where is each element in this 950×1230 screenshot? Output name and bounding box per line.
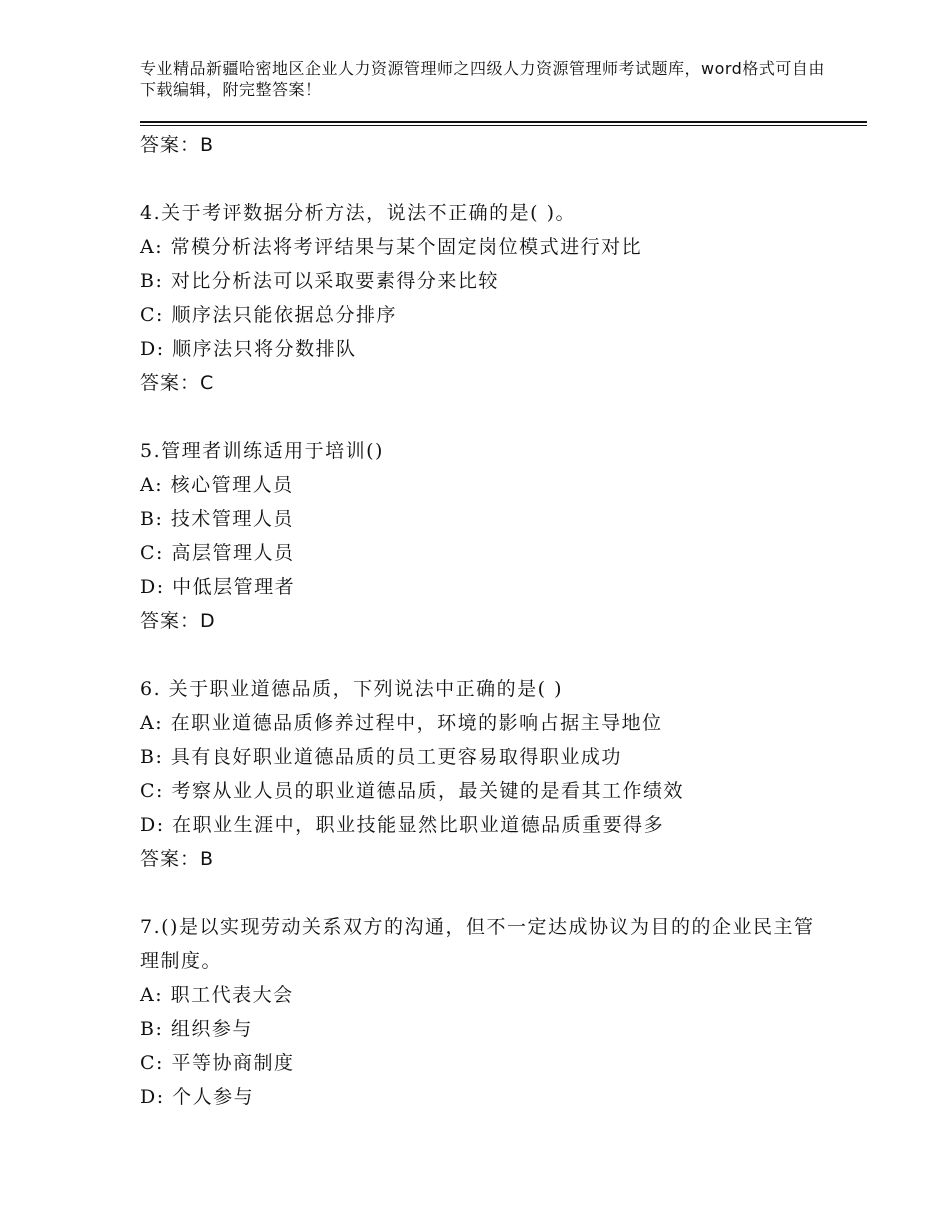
question-stem: 7.()是以实现劳动关系双方的沟通，但不一定达成协议为目的的企业民主管理制度。 bbox=[140, 916, 815, 972]
previous-answer: 答案：B bbox=[140, 134, 215, 156]
spacer bbox=[140, 162, 860, 196]
answer: 答案：C bbox=[140, 372, 215, 394]
option-d: D: 顺序法只将分数排队 bbox=[140, 338, 357, 360]
option-b: B: 具有良好职业道德品质的员工更容易取得职业成功 bbox=[140, 746, 622, 768]
header-rule-thin bbox=[140, 125, 867, 126]
question-5 bbox=[140, 434, 860, 638]
question-6 bbox=[140, 672, 860, 876]
option-b: B: 技术管理人员 bbox=[140, 508, 294, 530]
question-stem: 6. 关于职业道德品质，下列说法中正确的是( ) bbox=[140, 678, 564, 700]
option-a: A: 职工代表大会 bbox=[140, 984, 294, 1006]
question-7 bbox=[140, 910, 860, 1114]
option-c: C: 顺序法只能依据总分排序 bbox=[140, 304, 397, 326]
option-d: D: 个人参与 bbox=[140, 1086, 255, 1108]
option-c: C: 考察从业人员的职业道德品质，最关键的是看其工作绩效 bbox=[140, 780, 684, 802]
option-a: A: 常模分析法将考评结果与某个固定岗位模式进行对比 bbox=[140, 236, 643, 258]
answer: 答案：D bbox=[140, 610, 216, 632]
option-a: A: 在职业道德品质修养过程中，环境的影响占据主导地位 bbox=[140, 712, 663, 734]
option-b: B: 组织参与 bbox=[140, 1018, 253, 1040]
question-stem: 4.关于考评数据分析方法，说法不正确的是( )。 bbox=[140, 202, 576, 224]
spacer bbox=[140, 400, 860, 434]
option-c: C: 平等协商制度 bbox=[140, 1052, 295, 1074]
question-stem: 5.管理者训练适用于培训() bbox=[140, 440, 384, 462]
option-d: D: 中低层管理者 bbox=[140, 576, 296, 598]
header-rule-thick bbox=[140, 121, 867, 123]
question-list bbox=[140, 128, 860, 1114]
question-4 bbox=[140, 196, 860, 400]
option-a: A: 核心管理人员 bbox=[140, 474, 294, 496]
spacer bbox=[140, 876, 860, 910]
answer: 答案：B bbox=[140, 848, 215, 870]
option-d: D: 在职业生涯中，职业技能显然比职业道德品质重要得多 bbox=[140, 814, 665, 836]
option-c: C: 高层管理人员 bbox=[140, 542, 295, 564]
option-b: B: 对比分析法可以采取要素得分来比较 bbox=[140, 270, 499, 292]
document-header: 专业精品新疆哈密地区企业人力资源管理师之四级人力资源管理师考试题库，word格式可自由下载编辑，附完整答案！ bbox=[140, 59, 825, 99]
spacer bbox=[140, 638, 860, 672]
